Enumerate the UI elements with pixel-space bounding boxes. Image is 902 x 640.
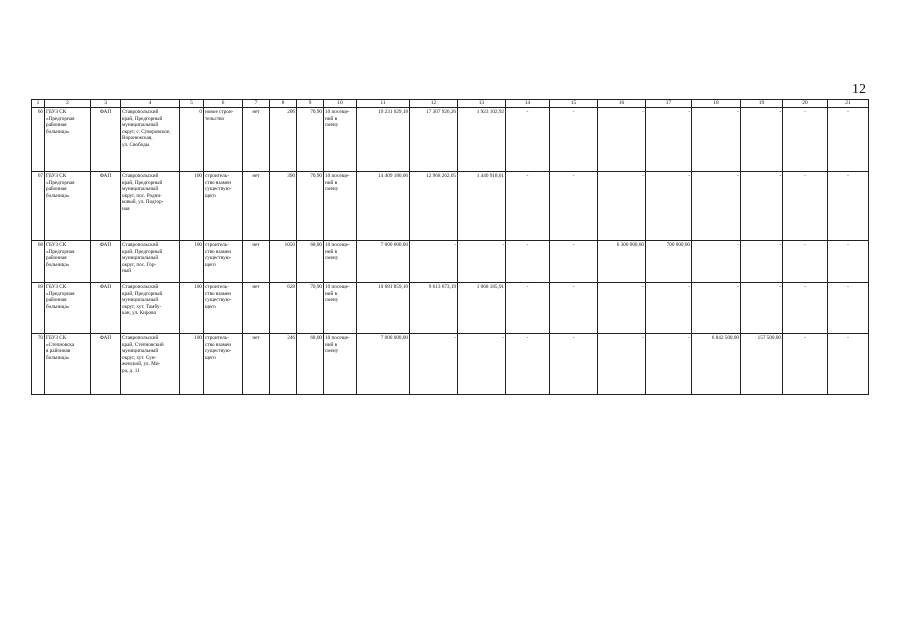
year-cell: - bbox=[646, 108, 692, 172]
capacity-cell: 10 посеще- ний в смену bbox=[324, 241, 357, 283]
row-number-cell: 67 bbox=[32, 172, 45, 241]
column-header: 11 bbox=[357, 100, 410, 108]
capacity-cell: 10 посеще- ний в смену bbox=[324, 334, 357, 395]
total-cost-cell: 7 000 000,00 bbox=[357, 334, 410, 395]
year-cell: 6 842 500,00 bbox=[692, 334, 741, 395]
status-cell: нет bbox=[243, 172, 270, 241]
column-header: 5 bbox=[180, 100, 204, 108]
construction-type-cell: строитель- ство взамен существую- щего bbox=[204, 172, 243, 241]
federal-budget-cell: 12 968 262,05 bbox=[410, 172, 458, 241]
year-cell: - bbox=[783, 283, 828, 334]
year-cell: - bbox=[598, 283, 646, 334]
table-row bbox=[32, 283, 869, 334]
federal-budget-cell: 17 307 926,26 bbox=[410, 108, 458, 172]
column-header: 9 bbox=[297, 100, 324, 108]
row-number-cell: 68 bbox=[32, 241, 45, 283]
year-cell: - bbox=[506, 172, 550, 241]
population-cell: 390 bbox=[270, 172, 297, 241]
regional-budget-cell: 1 440 918,01 bbox=[458, 172, 506, 241]
institution-cell: ГБУЗ СК «Предгорная районная больница» bbox=[45, 172, 91, 241]
row-number-cell: 70 bbox=[32, 334, 45, 395]
table-header-row bbox=[32, 100, 869, 108]
year-cell: - bbox=[692, 283, 741, 334]
year-cell: - bbox=[692, 241, 741, 283]
population-cell: 628 bbox=[270, 283, 297, 334]
year-cell: - bbox=[550, 241, 598, 283]
area-cell: 70,90 bbox=[297, 172, 324, 241]
address-cell: Ставропольский край, Предгорный муниципальный округ, пос. Гор- ный bbox=[121, 241, 180, 283]
column-header: 6 bbox=[204, 100, 243, 108]
column-header: 2 bbox=[45, 100, 91, 108]
area-cell: 68,00 bbox=[297, 334, 324, 395]
total-cost-cell: 19 231 029,18 bbox=[357, 108, 410, 172]
year-cell: - bbox=[741, 283, 783, 334]
table-row bbox=[32, 108, 869, 172]
year-cell: - bbox=[692, 108, 741, 172]
year-cell: - bbox=[550, 172, 598, 241]
year-cell: - bbox=[646, 334, 692, 395]
column-header: 1 bbox=[32, 100, 45, 108]
capacity-cell: 10 посеще- ний в смену bbox=[324, 283, 357, 334]
year-cell: - bbox=[646, 283, 692, 334]
regional-budget-cell: 1 068 185,91 bbox=[458, 283, 506, 334]
column-header: 16 bbox=[598, 100, 646, 108]
federal-budget-cell: 9 613 673,19 bbox=[410, 283, 458, 334]
year-cell: - bbox=[828, 334, 869, 395]
table-row bbox=[32, 334, 869, 395]
object-type-cell: ФАП bbox=[91, 241, 121, 283]
readiness-cell: 100 bbox=[180, 283, 204, 334]
column-header: 19 bbox=[741, 100, 783, 108]
total-cost-cell: 10 681 859,10 bbox=[357, 283, 410, 334]
population-cell: 246 bbox=[270, 334, 297, 395]
population-cell: 1050 bbox=[270, 241, 297, 283]
column-header: 18 bbox=[692, 100, 741, 108]
year-cell: - bbox=[741, 172, 783, 241]
status-cell: нет bbox=[243, 108, 270, 172]
readiness-cell: 100 bbox=[180, 172, 204, 241]
row-number-cell: 66 bbox=[32, 108, 45, 172]
institution-cell: ГБУЗ СК «Степновска я районная больница» bbox=[45, 334, 91, 395]
construction-type-cell: новое строи- тельство bbox=[204, 108, 243, 172]
total-cost-cell: 14 409 180,06 bbox=[357, 172, 410, 241]
year-cell: - bbox=[646, 172, 692, 241]
data-table bbox=[31, 99, 869, 395]
construction-type-cell: строитель- ство взамен существую- щего bbox=[204, 241, 243, 283]
total-cost-cell: 7 000 000,00 bbox=[357, 241, 410, 283]
regional-budget-cell: - bbox=[458, 241, 506, 283]
column-header: 15 bbox=[550, 100, 598, 108]
area-cell: 70,90 bbox=[297, 108, 324, 172]
year-cell: - bbox=[692, 172, 741, 241]
object-type-cell: ФАП bbox=[91, 108, 121, 172]
table-row bbox=[32, 241, 869, 283]
regional-budget-cell: - bbox=[458, 334, 506, 395]
row-number-cell: 69 bbox=[32, 283, 45, 334]
page-number: 12 bbox=[852, 82, 866, 97]
year-cell: - bbox=[783, 241, 828, 283]
year-cell: 6 300 000,00 bbox=[598, 241, 646, 283]
construction-type-cell: строитель- ство взамен существую- щего bbox=[204, 283, 243, 334]
year-cell: 700 000,00 bbox=[646, 241, 692, 283]
column-header: 21 bbox=[828, 100, 869, 108]
year-cell: - bbox=[783, 108, 828, 172]
area-cell: 70,90 bbox=[297, 283, 324, 334]
area-cell: 68,00 bbox=[297, 241, 324, 283]
population-cell: 206 bbox=[270, 108, 297, 172]
construction-type-cell: строитель- ство взамен существую- щего bbox=[204, 334, 243, 395]
institution-cell: ГБУЗ СК «Предгорная районная больница» bbox=[45, 283, 91, 334]
year-cell: - bbox=[741, 241, 783, 283]
year-cell: - bbox=[783, 334, 828, 395]
year-cell: - bbox=[828, 108, 869, 172]
status-cell: нет bbox=[243, 241, 270, 283]
year-cell: - bbox=[828, 172, 869, 241]
year-cell: - bbox=[828, 241, 869, 283]
federal-budget-cell: - bbox=[410, 241, 458, 283]
year-cell: - bbox=[506, 108, 550, 172]
object-type-cell: ФАП bbox=[91, 283, 121, 334]
year-cell: - bbox=[506, 241, 550, 283]
table-row bbox=[32, 172, 869, 241]
year-cell: - bbox=[598, 172, 646, 241]
column-header: 4 bbox=[121, 100, 180, 108]
object-type-cell: ФАП bbox=[91, 172, 121, 241]
year-cell: - bbox=[506, 334, 550, 395]
column-header: 12 bbox=[410, 100, 458, 108]
status-cell: нет bbox=[243, 334, 270, 395]
column-header: 20 bbox=[783, 100, 828, 108]
year-cell: - bbox=[550, 334, 598, 395]
institution-cell: ГБУЗ СК «Предгорная районная больница» bbox=[45, 108, 91, 172]
year-cell: - bbox=[828, 283, 869, 334]
address-cell: Ставропольский край, Степновский муниципальный округ, хут. Сун- женский, ул. Ми- ра, д. 11 bbox=[121, 334, 180, 395]
year-cell: - bbox=[550, 108, 598, 172]
institution-cell: ГБУЗ СК «Предгорная районная больница» bbox=[45, 241, 91, 283]
readiness-cell: 100 bbox=[180, 241, 204, 283]
column-header: 10 bbox=[324, 100, 357, 108]
readiness-cell: 100 bbox=[180, 334, 204, 395]
year-cell: - bbox=[741, 108, 783, 172]
year-cell: - bbox=[598, 334, 646, 395]
federal-budget-cell: - bbox=[410, 334, 458, 395]
year-cell: - bbox=[506, 283, 550, 334]
address-cell: Ставропольский край, Предгорный муниципальный округ, пос. Родни- ковый, ул. Подгор- ная bbox=[121, 172, 180, 241]
capacity-cell: 10 посеще- ний в смену bbox=[324, 108, 357, 172]
address-cell: Ставропольский край, Предгорный муниципальный округ, хут. Тамбу- кан, ул. Кирова bbox=[121, 283, 180, 334]
column-header: 8 bbox=[270, 100, 297, 108]
year-cell: 157 500,00 bbox=[741, 334, 783, 395]
year-cell: - bbox=[598, 108, 646, 172]
column-header: 3 bbox=[91, 100, 121, 108]
year-cell: - bbox=[783, 172, 828, 241]
column-header: 17 bbox=[646, 100, 692, 108]
column-header: 13 bbox=[458, 100, 506, 108]
address-cell: Ставропольский край, Предгорный муниципальный округ, с. Суворовское, Воронежская, ул. Свободы bbox=[121, 108, 180, 172]
year-cell: - bbox=[550, 283, 598, 334]
capacity-cell: 10 посеще- ний в смену bbox=[324, 172, 357, 241]
regional-budget-cell: 1 923 102,92 bbox=[458, 108, 506, 172]
column-header: 7 bbox=[243, 100, 270, 108]
column-header: 14 bbox=[506, 100, 550, 108]
status-cell: нет bbox=[243, 283, 270, 334]
object-type-cell: ФАП bbox=[91, 334, 121, 395]
readiness-cell: 0 bbox=[180, 108, 204, 172]
